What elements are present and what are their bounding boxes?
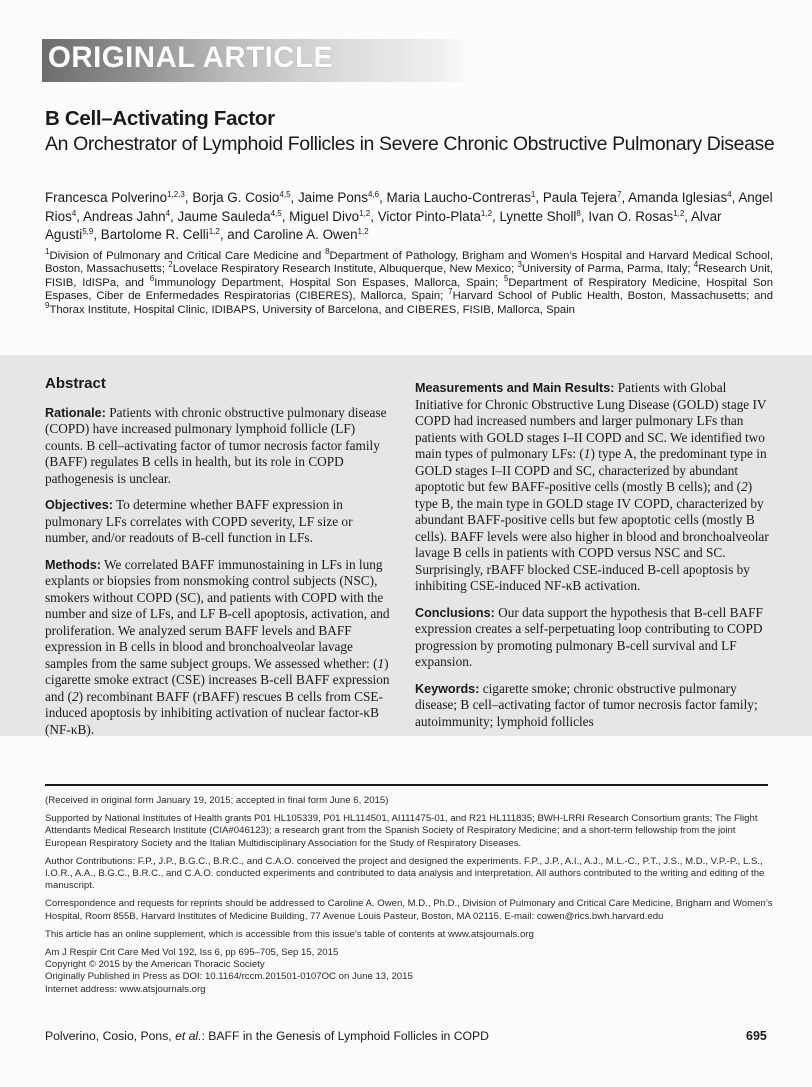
affiliation-number: 9 xyxy=(45,300,50,310)
affiliation-number: 1 xyxy=(45,247,50,256)
author-affiliation-marker: 1,2 xyxy=(359,208,371,218)
author-affiliation-marker: 4 xyxy=(165,208,171,218)
doi-notice: Originally Published in Press as DOI: 10.1164/rccm.201501-0107OC on June 13, 2015 xyxy=(45,971,413,983)
affiliation-number: 8 xyxy=(325,247,330,256)
footnote-divider xyxy=(45,784,768,786)
affiliation-number: 3 xyxy=(517,260,522,270)
affiliation-text: Department of Respiratory Medicine, Hospital Son Espases, Ciber de Enfermedades Respiratorias (CIBERES), Mallorca, Spain; xyxy=(45,276,773,303)
article-notes xyxy=(45,795,773,996)
author-name: Angel Rios xyxy=(45,190,773,224)
author-affiliation-marker: 1,2 xyxy=(673,208,685,218)
internet-address: Internet address: www.atsjournals.org xyxy=(45,983,206,995)
abstract-right-column xyxy=(415,380,775,740)
article-subtitle: An Orchestrator of Lymphoid Follicles in Severe Chronic Obstructive Pulmonary Disease xyxy=(45,133,775,155)
journal-citation: Am J Respir Crit Care Med Vol 192, Iss 6, pp 695–705, Sep 15, 2015 xyxy=(45,947,339,959)
affiliation-number: 2 xyxy=(168,260,173,270)
abstract-heading: Abstract xyxy=(45,375,106,392)
author-affiliation-marker: 1,2,3 xyxy=(167,190,185,199)
affiliation-text: University of Parma, Parma, Italy; xyxy=(521,263,694,276)
affiliation-text: Research Unit, FISIB, IdISPa, and xyxy=(45,263,773,289)
affiliation-number: 7 xyxy=(448,287,453,297)
running-head-etal: et al. xyxy=(175,1029,202,1043)
author-affiliation-marker: 7 xyxy=(617,190,622,199)
running-head xyxy=(45,1029,489,1043)
author-name: Ivan O. Rosas xyxy=(588,208,674,224)
abstract-section-text: To determine whether BAFF expression in pulmonary LFs correlates with COPD severity, LF size or number, and/or readouts of B-cell function in LFs. xyxy=(45,497,353,545)
author-name: Alvar Agusti xyxy=(45,208,722,242)
author-name: Bartolome R. Celli xyxy=(100,227,209,242)
author-affiliation-marker: 4,6 xyxy=(367,190,380,199)
abstract-section-label: Keywords: xyxy=(415,681,480,696)
funding-statement: Supported by National Institutes of Health grants P01 HL105339, P01 HL114501, AI111475-01, and R21 HL111835; BWH-LRRI Research Consortium grants; The Flight Attendants Medical Research Institute (CIA#046123); a research grant from the Spanish Society of Respiratory Medicine; and a short-term fellowship from the joint European Respiratory Society and the Italian Multidisciplinary Association for the Study of Respiratory Diseases. xyxy=(45,813,758,849)
affiliation-number: 4 xyxy=(693,260,699,270)
abstract-section-rationale xyxy=(45,405,395,488)
article-type-banner xyxy=(42,39,470,82)
abstract-section-text: Our data support the hypothesis that B-cell BAFF expression creates a self-perpetuating loop contributing to COPD progression by promoting pulmonary B-cell survival and LF expansion. xyxy=(415,604,763,669)
author-name: Maria Laucho-Contreras xyxy=(386,190,531,205)
author-name: Amanda Iglesias xyxy=(628,190,728,205)
affiliation-text: Department of Pathology, Brigham and Women’s Hospital and Harvard Medical School, Boston, Massachusetts; xyxy=(45,250,773,276)
abstract-section-conclusions xyxy=(415,605,775,671)
author-name: Victor Pinto-Plata xyxy=(377,208,481,224)
received-dates: (Received in original form January 19, 2015; accepted in final form June 6, 2015) xyxy=(45,795,389,806)
affiliations xyxy=(45,247,773,317)
abstract-section-keywords xyxy=(415,681,775,731)
abstract-left-column xyxy=(45,376,395,748)
abstract-section-text: We correlated BAFF immunostaining in LFs in lung explants or biopsies from nonsmoking control subjects (NSC), smokers without COPD (SC), and patients with COPD with the number and size of LFs, and LF B-cell apoptosis, activation, and proliferation. We analyzed serum BAFF levels and BAFF expression in B cells in blood and bronchoalveolar lavage samples from the same subject groups. We assessed whether: (1) cigarette smoke extract (CSE) increases B-cell BAFF expression and (2) recombinant BAFF (rBAFF) rescues B cells from CSE-induced apoptosis by inhibiting activation of nuclear factor-κB (NF-κB). xyxy=(45,556,390,737)
abstract-section-label: Conclusions: xyxy=(415,605,495,620)
author-affiliation-marker: 1,2 xyxy=(208,227,220,236)
author-affiliation-marker: 4,5 xyxy=(270,208,282,218)
author-affiliation-marker: 1 xyxy=(530,190,536,199)
abstract-section-text: cigarette smoke; chronic obstructive pulmonary disease; B cell–activating factor of tumor necrosis factor family; autoimmunity; lymphoid follicles xyxy=(415,680,758,729)
author-affiliation-marker: 1,2 xyxy=(480,208,493,218)
author-name: Paula Tejera xyxy=(542,190,618,205)
author-affiliation-marker: 4,5 xyxy=(279,190,291,199)
affiliation-text: Lovelace Respiratory Research Institute, Albuquerque, New Mexico; xyxy=(172,263,518,276)
running-head-title: : BAFF in the Genesis of Lymphoid Follicles in COPD xyxy=(201,1029,489,1043)
abstract-section-label: Objectives: xyxy=(45,498,113,512)
abstract-section-text: Patients with chronic obstructive pulmonary disease (COPD) have increased pulmonary lymphoid follicle (LF) counts. B cell–activating factor of tumor necrosis factor family (BAFF) regulates B cells in health, but its role in COPD pathogenesis is unclear. xyxy=(45,404,387,486)
abstract-section-label: Rationale: xyxy=(45,405,106,420)
article-title: B Cell–Activating Factor xyxy=(45,107,275,130)
affiliation-number: 5 xyxy=(503,273,509,283)
author-name: Jaime Pons xyxy=(297,190,368,205)
supplement-notice: This article has an online supplement, which is accessible from this issue’s table of contents at www.atsjournals.org xyxy=(45,928,534,940)
author-affiliation-marker: 8 xyxy=(576,208,581,218)
abstract-section-text: Patients with Global Initiative for Chronic Obstructive Lung Disease (GOLD) stage IV COPD had increased numbers and larger pulmonary LFs than patients with GOLD stages I–II COPD and SC. We identified two main types of pulmonary LFs: (1) type A, the predominant type in GOLD stages I–II COPD and SC, characterized by abundant apoptotic but few BAFF-positive cells (mostly B cells); and (2) type B, the main type in GOLD stage IV COPD, characterized by abundant BAFF-positive cells but few apoptotic cells (mostly B cells). BAFF levels were also higher in blood and bronchoalveolar lavage B cells in patients with COPD versus NSC and SC. Surprisingly, rBAFF blocked CSE-induced B-cell apoptosis by inhibiting CSE-induced NF-κB activation. xyxy=(415,380,769,593)
copyright: Copyright © 2015 by the American Thoracic Society xyxy=(45,959,265,971)
author-name: Caroline A. Owen xyxy=(253,227,358,242)
author-affiliation-marker: 5,9 xyxy=(82,227,94,236)
abstract-section-methods xyxy=(45,557,395,739)
abstract-section-label: Methods: xyxy=(45,557,101,572)
page-number: 695 xyxy=(746,1029,767,1043)
abstract-section-measurements-and-main-results xyxy=(415,380,775,595)
affiliation-text: Harvard School of Public Health, Boston, Massachusetts; and xyxy=(452,290,773,303)
abstract-section-label: Measurements and Main Results: xyxy=(415,381,615,395)
author-contributions: Author Contributions: F.P., J.P., B.G.C., B.R.C., and C.A.O. conceived the project and designed the experiments. F.P., J.P., A.I., A.J., M.L.-C., P.T., J.S., M.D., V.P.-P., L.S., I.O.R., A.A., B.G.C., B.R.C., and C.A.O. conducted experiments and contributed to data analysis and interpretation. All authors contributed to the writing and editing of the manuscript. xyxy=(45,855,765,892)
correspondence: Correspondence and requests for reprints should be addressed to Caroline A. Owen, M.D., Ph.D., Division of Pulmonary and Critical Care Medicine, Brigham and Women’s Hospital, Room 855B, Harvard Institutes of Medicine Building, 77 Avenue Louis Pasteur, Boston, MA 02115. E-mail: cowen@rics.bwh.harvard.edu xyxy=(45,898,773,922)
author-affiliation-marker: 1,2 xyxy=(357,227,369,236)
affiliation-text: Thorax Institute, Hospital Clinic, IDIBAPS, University of Barcelona, and CIBERES, FISIB, Mallorca, Spain xyxy=(49,303,575,316)
author-affiliation-marker: 4 xyxy=(727,190,732,199)
affiliation-number: 6 xyxy=(149,273,155,283)
abstract-section-objectives xyxy=(45,497,395,547)
affiliation-text: Immunology Department, Hospital Son Espases, Mallorca, Spain; xyxy=(154,276,504,289)
author-name: Borja G. Cosio xyxy=(192,190,280,205)
affiliation-text: Division of Pulmonary and Critical Care Medicine and xyxy=(49,250,326,262)
author-name: Miguel Divo xyxy=(289,208,360,224)
author-list: Francesca Polverino$^{1,2,3}$, Borja G. Cosio$^{4,5}$, Jaime Pons$^{4,6}$, Maria Laucho-Contreras$^1$, Paula Tejera$^7$, Amanda Iglesias$^4$, Angel Rios$^4$, Andreas Jahn$^4$, Jaume Sauleda$^{4,5}$, Miguel Divo$^{1,2}$, Victor Pinto-Plata$^{1,2}$, Lynette Sholl$^8$, Ivan O. Rosas$^{1,2}$, Alvar Agusti$^{5,9}$, Bartolome R. Celli$^{1,2}$, and Caroline A. Owen$^{1,2}$ xyxy=(45,190,773,242)
author-name: Lynette Sholl xyxy=(499,208,577,224)
author-name: Andreas Jahn xyxy=(82,208,166,224)
author-name: Jaume Sauleda xyxy=(177,208,271,224)
author-affiliation-marker: 4 xyxy=(71,208,77,218)
author-name: Francesca Polverino xyxy=(45,190,168,205)
article-type-label: ORIGINAL ARTICLE xyxy=(48,41,334,74)
running-head-authors: Polverino, Cosio, Pons, xyxy=(45,1029,176,1043)
